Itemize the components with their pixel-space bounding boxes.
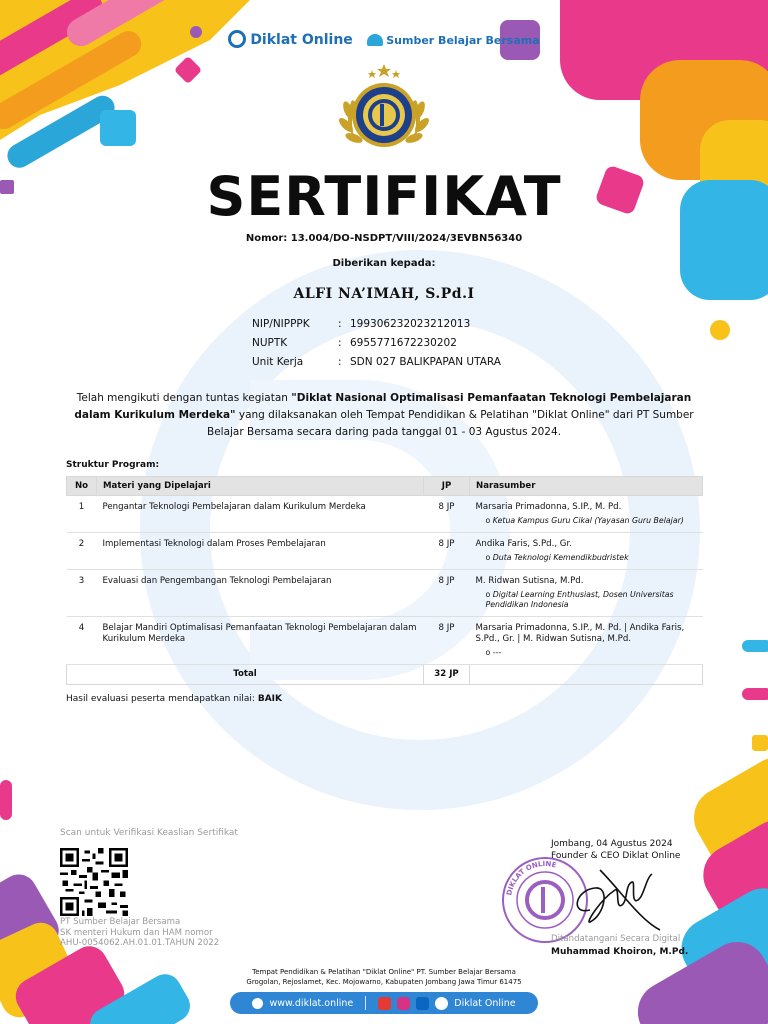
row-jp: 8 JP: [424, 496, 470, 533]
detail-separator: :: [338, 317, 342, 330]
detail-row-nip: [252, 314, 501, 333]
row-materi: Implementasi Teknologi dalam Proses Pembelajaran: [97, 533, 424, 570]
detail-row-unit: [252, 352, 501, 371]
detail-row-nuptk: [252, 333, 501, 352]
total-label: Total: [67, 665, 424, 685]
scan-verification-text: Scan untuk Verifikasi Keaslian Sertifikat: [60, 828, 238, 838]
table-row: [67, 570, 703, 617]
telegram-icon[interactable]: [435, 997, 448, 1010]
company-line: SK menteri Hukum dan HAM nomor: [60, 927, 213, 938]
row-narasumber: [470, 617, 703, 665]
company-info: [60, 917, 219, 949]
recipient-name: ALFI NA’IMAH, S.Pd.I: [293, 286, 475, 302]
table-total-row: [67, 665, 703, 685]
row-narasumber: [470, 570, 703, 617]
result-value: BAIK: [257, 694, 282, 704]
signer-name: Muhammad Khoiron, M.Pd.: [551, 947, 689, 957]
detail-label: Unit Kerja: [252, 355, 304, 368]
column-header-materi: Materi yang Dipelajari: [97, 477, 424, 496]
row-jp: 8 JP: [424, 533, 470, 570]
qr-code-icon[interactable]: [60, 848, 128, 916]
header-logos: [0, 30, 768, 48]
table-row: [67, 496, 703, 533]
row-narasumber: [470, 533, 703, 570]
company-line: PT Sumber Belajar Bersama: [60, 917, 181, 927]
divider: [365, 996, 366, 1010]
table-header-row: [67, 477, 703, 496]
speaker-name: M. Ridwan Sutisna, M.Pd.: [475, 576, 584, 586]
company-line: AHU-0054062.AH.01.01.TAHUN 2022: [60, 938, 220, 948]
row-materi: Belajar Mandiri Optimalisasi Pemanfaatan Teknologi Pembelajaran dalam Kurikulum Merdeka: [97, 617, 424, 665]
diklat-online-logo: Diklat Online: [228, 30, 352, 48]
globe-icon: [252, 998, 263, 1009]
evaluation-result: [66, 694, 282, 704]
column-header-jp: JP: [424, 477, 470, 496]
description-paragraph: [70, 390, 698, 441]
row-narasumber: [470, 496, 703, 533]
table-row: [67, 533, 703, 570]
speaker-name: Andika Faris, S.Pd., Gr.: [475, 539, 572, 549]
certificate-number: Nomor: 13.004/DO-NSDPT/VIII/2024/3EVBN56340: [245, 233, 523, 244]
result-label: Hasil evaluasi peserta mendapatkan nilai:: [66, 694, 255, 704]
stamp-text: DIKLAT ONLINE: [505, 859, 558, 897]
detail-value: 199306232023212013: [350, 317, 471, 330]
youtube-icon[interactable]: [378, 997, 391, 1010]
detail-separator: :: [338, 355, 342, 368]
sumber-belajar-logo: Sumber Belajar Bersama: [367, 34, 539, 47]
column-header-no: No: [67, 477, 97, 496]
row-jp: 8 JP: [424, 570, 470, 617]
speaker-role: o ---: [476, 648, 697, 658]
program-heading: Struktur Program:: [66, 460, 160, 470]
row-no: 1: [67, 496, 97, 533]
website-link[interactable]: www.diklat.online: [269, 997, 354, 1009]
row-jp: 8 JP: [424, 617, 470, 665]
handwritten-signature-icon: [560, 860, 670, 935]
column-header-narasumber: Narasumber: [470, 477, 703, 496]
speaker-name: Marsaria Primadonna, S.IP., M. Pd. | Andika Faris, S.Pd., Gr. | M. Ridwan Sutisna, M.Pd.: [475, 623, 685, 644]
row-no: 2: [67, 533, 97, 570]
signature-block: [551, 838, 680, 862]
event-title: "Diklat Nasional Optimalisasi Pemanfaatan Teknologi Pembelajaran dalam Kurikulum Merdeka": [74, 392, 692, 421]
social-handle: Diklat Online: [454, 997, 516, 1009]
detail-separator: :: [338, 336, 342, 349]
detail-label: NIP/NIPPPK: [252, 317, 310, 330]
speaker-name: Marsaria Primadonna, S.IP., M. Pd.: [475, 502, 622, 512]
speaker-role: o Digital Learning Enthusiast, Dosen Universitas Pendidikan Indonesia: [476, 590, 697, 610]
given-to-label: Diberikan kepada:: [332, 258, 436, 269]
total-empty: [470, 665, 703, 685]
instagram-icon[interactable]: [397, 997, 410, 1010]
footer-line: Grogolan, Rejoslamet, Kec. Mojowarno, Kabupaten Jombang Jawa Timur 61475: [246, 978, 522, 986]
detail-value: 6955771672230202: [350, 336, 457, 349]
speaker-role: o Duta Teknologi Kemendikbudristek: [476, 553, 697, 563]
sumber-belajar-icon: [367, 34, 383, 46]
row-materi: Evaluasi dan Pengembangan Teknologi Pembelajaran: [97, 570, 424, 617]
detail-value: SDN 027 BALIKPAPAN UTARA: [350, 355, 501, 368]
footer-contact-bar: [230, 992, 538, 1014]
description-post: yang dilaksanakan oleh Tempat Pendidikan & Pelatihan "Diklat Online" dari PT Sumber Belajar Bersama secara daring pada tanggal 01 - 03 Agustus 2024.: [206, 409, 694, 438]
description-pre: Telah mengikuti dengan tuntas kegiatan: [76, 392, 292, 404]
row-no: 3: [67, 570, 97, 617]
sign-position: Founder & CEO Diklat Online: [551, 851, 681, 861]
footer-line: Tempat Pendidikan & Pelatihan "Diklat Online" PT. Sumber Belajar Bersama: [252, 968, 516, 976]
row-materi: Pengantar Teknologi Pembelajaran dalam Kurikulum Merdeka: [97, 496, 424, 533]
linkedin-icon[interactable]: [416, 997, 429, 1010]
digital-sign-note: Ditandatangani Secara Digital: [551, 934, 681, 944]
page-title: SERTIFIKAT: [206, 165, 562, 228]
diklat-logo-icon: [228, 30, 246, 48]
program-table: [66, 476, 703, 685]
detail-label: NUPTK: [252, 336, 288, 349]
total-value: 32 JP: [424, 665, 470, 685]
recipient-details: [252, 314, 501, 371]
footer-address: [0, 967, 768, 987]
sign-date: Jombang, 04 Agustus 2024: [551, 839, 673, 849]
laurel-badge-icon: [334, 60, 434, 164]
table-row: [67, 617, 703, 665]
speaker-role: o Ketua Kampus Guru Cikal (Yayasan Guru Belajar): [476, 516, 697, 526]
row-no: 4: [67, 617, 97, 665]
